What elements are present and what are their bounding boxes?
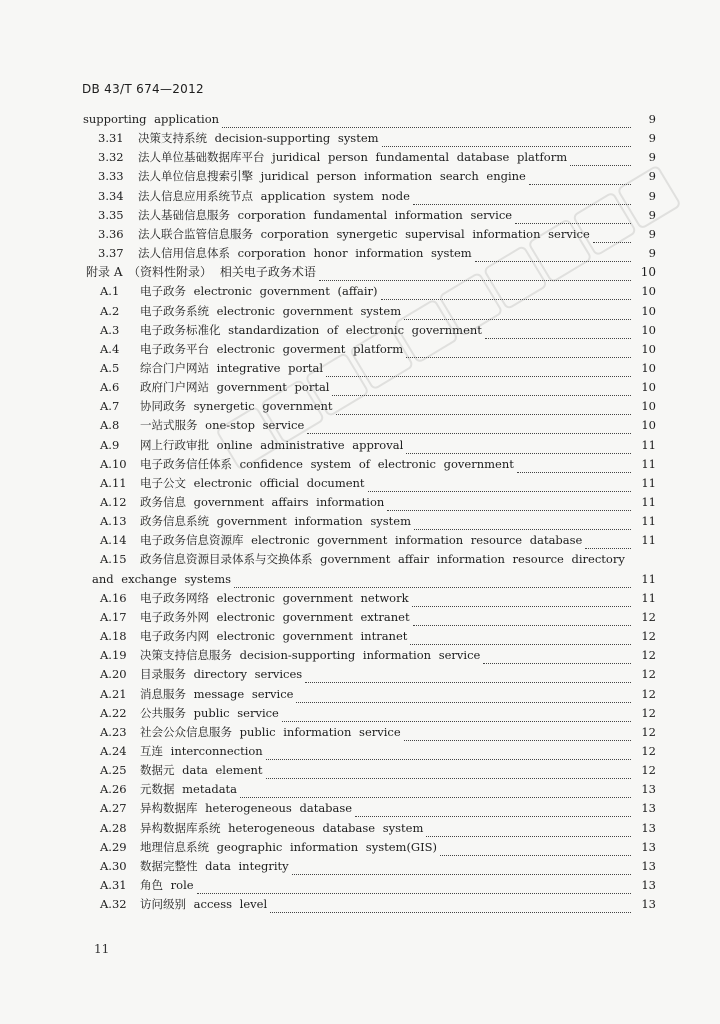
toc-entry-number: 3.34: [98, 188, 124, 203]
dot-leader: [197, 881, 631, 894]
toc-entry[interactable]: [0, 819, 656, 838]
toc-entry[interactable]: [0, 378, 656, 397]
toc-entry-page: 11: [641, 475, 656, 490]
toc-entry-title: 协同政务 synergetic government: [140, 399, 333, 414]
toc-entry-title: 电子政务标准化 standardization of electronic government: [140, 322, 482, 337]
toc-entry-number: 3.33: [98, 169, 124, 184]
dot-leader: [382, 134, 631, 147]
toc-entry-number: A.32: [100, 897, 127, 912]
toc-entry[interactable]: [0, 359, 656, 378]
toc-entry-number: A.8: [100, 418, 120, 433]
dot-leader: [381, 287, 631, 300]
toc-entry-number: A.21: [100, 686, 127, 701]
toc-entry-number: A.29: [100, 839, 127, 854]
dot-leader: [426, 824, 631, 837]
toc-entry[interactable]: [0, 876, 656, 895]
toc-entry[interactable]: [0, 627, 656, 646]
dot-leader: [414, 517, 631, 530]
dot-leader: [485, 326, 631, 339]
dot-leader: [292, 862, 631, 875]
toc-entry-number: A.23: [100, 724, 127, 739]
dot-leader: [336, 402, 631, 415]
toc-entry-title: 决策支持信息服务 decision-supporting information service: [140, 648, 481, 663]
toc-entry-page: 10: [641, 284, 656, 299]
toc-entry-page: 11: [641, 514, 656, 529]
toc-entry-page: 9: [648, 131, 656, 146]
toc-entry-title: 法人单位基础数据库平台 juridical person fundamental database platform: [138, 150, 568, 165]
toc-entry-number: A.11: [100, 475, 127, 490]
toc-entry-page: 10: [641, 380, 656, 395]
dot-leader: [387, 498, 631, 511]
dot-leader: [266, 766, 631, 779]
dot-leader: [593, 230, 631, 243]
toc-entry-title: （资料性附录） 相关电子政务术语: [128, 265, 316, 280]
toc-entry-page: 11: [641, 495, 656, 509]
toc-entry-page: 11: [641, 456, 656, 471]
dot-leader: [404, 307, 631, 320]
dot-leader: [296, 690, 631, 703]
toc-entry-number: A.6: [100, 380, 120, 395]
toc-entry-title: 电子政务网络 electronic government network: [140, 590, 409, 605]
toc-entry-title: 政务信息 government affairs information: [140, 495, 385, 509]
toc-entry-number: A.14: [100, 533, 127, 548]
toc-entry[interactable]: [0, 531, 656, 550]
toc-entry-number: A.13: [100, 514, 127, 529]
toc-entry[interactable]: [0, 857, 656, 876]
toc-entry-page: 10: [641, 399, 656, 414]
toc-entry-title: 政务信息资源目录体系与交换体系 government affair information resource directory: [140, 552, 625, 567]
toc-entry-page: 10: [641, 303, 656, 318]
toc-entry-title: 电子政务信任体系 confidence system of electronic government: [140, 456, 514, 471]
toc-entry-page: 9: [648, 188, 656, 203]
toc-entry-page: 9: [648, 150, 656, 165]
toc-entry[interactable]: [0, 838, 656, 857]
toc-entry-title: 一站式服务 one-stop service: [140, 418, 305, 433]
toc-entry[interactable]: [0, 665, 656, 684]
toc-entry-number: A.30: [100, 858, 127, 873]
toc-entry-title: 法人单位信息搜索引擎 juridical person information search engine: [138, 169, 526, 184]
dot-leader: [475, 249, 631, 262]
toc-entry-page: 10: [641, 341, 656, 356]
toc-entry-page: 9: [648, 169, 656, 184]
dot-leader: [404, 728, 631, 741]
dot-leader: [270, 900, 631, 913]
toc-entry-page: 13: [641, 801, 656, 816]
toc-entry-number: A.24: [100, 743, 127, 758]
toc-entry-number: A.22: [100, 705, 127, 720]
dot-leader: [266, 747, 631, 760]
page-number: 11: [94, 942, 110, 956]
toc-entry-title: 政务信息系统 government information system: [140, 514, 411, 529]
toc-entry-number: A.20: [100, 667, 127, 682]
toc-entry[interactable]: [0, 704, 656, 723]
toc-entry[interactable]: [0, 474, 656, 493]
toc-entry-number: A.10: [100, 456, 127, 471]
toc-entry-number: A.1: [100, 284, 120, 299]
toc-entry-page: 11: [641, 571, 656, 586]
toc-entry-title: 电子公文 electronic official document: [140, 475, 365, 490]
toc-entry-title: 数据完整性 data integrity: [140, 858, 289, 873]
toc-entry-title: 角色 role: [140, 878, 194, 892]
toc-entry[interactable]: [0, 646, 656, 665]
toc-entry-page: 13: [641, 839, 656, 854]
toc-entry[interactable]: [0, 321, 656, 340]
toc-entry[interactable]: [0, 263, 656, 282]
toc-entry[interactable]: [0, 742, 656, 761]
toc-entry[interactable]: [0, 148, 656, 167]
toc-entry-page: 10: [641, 322, 656, 337]
toc-entry[interactable]: [0, 129, 656, 148]
toc-entry[interactable]: [0, 550, 656, 569]
toc-entry-number: A.12: [100, 495, 127, 509]
toc-entry-title: 异构数据库系统 heterogeneous database system: [140, 820, 424, 835]
toc-entry[interactable]: [0, 685, 656, 704]
toc-entry-page: 12: [641, 648, 656, 663]
toc-entry-title: 电子政务外网 electronic government extranet: [140, 609, 410, 624]
toc-entry-number: A.27: [100, 801, 127, 816]
toc-entry-number: A.31: [100, 878, 127, 892]
toc-entry[interactable]: [0, 282, 656, 301]
toc-entry-page: 11: [641, 437, 656, 452]
toc-entry-title: 电子政务系统 electronic government system: [140, 303, 402, 318]
toc-entry-number: 3.36: [98, 226, 124, 241]
toc-entry-page: 13: [641, 782, 656, 797]
toc-entry-page: 12: [641, 743, 656, 758]
toc-entry-page: 9: [648, 112, 656, 126]
toc-entry[interactable]: [0, 167, 656, 186]
dot-leader: [282, 709, 631, 722]
toc-entry-page: 11: [641, 590, 656, 605]
toc-entry-number: A.7: [100, 399, 120, 414]
toc-entry-title: 决策支持系统 decision-supporting system: [138, 131, 379, 146]
toc-entry[interactable]: [0, 512, 656, 531]
toc-entry-page: 12: [641, 686, 656, 701]
toc-entry[interactable]: [0, 780, 656, 799]
toc-entry-title: 法人信用信息体系 corporation honor information system: [138, 246, 472, 261]
toc-entry-title: and exchange systems: [92, 571, 232, 586]
toc-entry-title: 元数据 metadata: [140, 782, 238, 797]
document-code-header: DB 43/T 674—2012: [82, 82, 204, 96]
toc-entry[interactable]: [0, 455, 656, 474]
dot-leader: [222, 115, 631, 128]
toc-entry-page: 12: [641, 629, 656, 644]
toc-entry-number: A.25: [100, 763, 127, 778]
toc-entry-title: 社会公众信息服务 public information service: [140, 724, 401, 739]
dot-leader: [515, 211, 631, 224]
toc-entry-page: 11: [641, 533, 656, 548]
toc-entry-number: A.5: [100, 360, 120, 375]
toc-entry-page: 9: [648, 246, 656, 261]
toc-entry-page: 12: [641, 667, 656, 682]
toc-entry-title: 异构数据库 heterogeneous database: [140, 801, 353, 816]
dot-leader: [517, 460, 631, 473]
toc-entry-title: 法人信息应用系统节点 application system node: [138, 188, 410, 203]
toc-entry-title: 目录服务 directory services: [140, 667, 303, 682]
dot-leader: [406, 345, 631, 358]
dot-leader: [483, 651, 631, 664]
toc-entry-number: A.19: [100, 648, 127, 663]
toc-entry-title: 法人基础信息服务 corporation fundamental information service: [138, 207, 513, 222]
toc-entry[interactable]: [0, 187, 656, 206]
toc-entry-number: 3.32: [98, 150, 124, 165]
dot-leader: [585, 536, 631, 549]
toc-entry-page: 13: [641, 820, 656, 835]
dot-leader: [440, 843, 631, 856]
toc-entry[interactable]: [0, 244, 656, 263]
dot-leader: [412, 594, 631, 607]
toc-entry[interactable]: [0, 761, 656, 780]
toc-entry-page: 10: [641, 418, 656, 433]
dot-leader: [570, 153, 631, 166]
toc-entry-title: 电子政务平台 electronic goverment platform: [140, 341, 404, 356]
toc-entry[interactable]: [0, 225, 656, 244]
dot-leader: [413, 613, 631, 626]
toc-entry-number: A.16: [100, 590, 127, 605]
toc-entry-number: A.26: [100, 782, 127, 797]
toc-entry[interactable]: [0, 302, 656, 321]
toc-entry-number: A.9: [100, 437, 120, 452]
toc-entry[interactable]: [0, 723, 656, 742]
dot-leader: [368, 479, 631, 492]
toc-entry-title: 法人联合监管信息服务 corporation synergetic supervisal information service: [138, 226, 590, 241]
toc-entry-number: 3.31: [98, 131, 124, 146]
toc-entry-title: 政府门户网站 government portal: [140, 380, 330, 395]
toc-entry-title: 访问级别 access level: [140, 897, 268, 912]
toc-entry-page: 10: [641, 360, 656, 375]
toc-entry-page: 12: [641, 705, 656, 720]
toc-entry[interactable]: [0, 608, 656, 627]
dot-leader: [332, 383, 631, 396]
toc-entry-title: 公共服务 public service: [140, 705, 279, 720]
toc-entry[interactable]: [0, 436, 656, 455]
toc-entry-number: A.28: [100, 820, 127, 835]
toc-entry-title: 电子政务内网 electronic government intranet: [140, 629, 408, 644]
toc-entry-number: A.15: [100, 552, 127, 567]
toc-entry-page: 9: [648, 226, 656, 241]
toc-entry-page: 12: [641, 724, 656, 739]
dot-leader: [305, 670, 631, 683]
toc-entry-number: A.3: [100, 322, 120, 337]
toc-entry-title: 网上行政审批 online administrative approval: [140, 437, 404, 452]
toc-entry-page: 13: [641, 878, 656, 892]
toc-entry[interactable]: [0, 340, 656, 359]
toc-entry-number: A.18: [100, 629, 127, 644]
toc-entry-number: 3.35: [98, 207, 124, 222]
toc-entry[interactable]: [0, 895, 656, 914]
dot-leader: [410, 632, 631, 645]
toc-entry-title: 消息服务 message service: [140, 686, 294, 701]
dot-leader: [326, 364, 631, 377]
toc-entry-title: 电子政务 electronic government (affair): [140, 284, 378, 299]
toc-entry-title: 地理信息系统 geographic information system(GIS): [140, 839, 438, 854]
toc-entry-number: 附录 A: [86, 265, 123, 280]
toc-entry-title: 电子政务信息资源库 electronic government information resource database: [140, 533, 583, 548]
dot-leader: [529, 172, 631, 185]
toc-entry-title: 互连 interconnection: [140, 743, 263, 758]
toc-entry-number: A.2: [100, 303, 120, 318]
dot-leader: [413, 192, 631, 205]
toc-entry-page: 13: [641, 858, 656, 873]
toc-entry[interactable]: [0, 397, 656, 416]
toc-entry-number: A.17: [100, 609, 127, 624]
toc-entry[interactable]: [0, 589, 656, 608]
dot-leader: [307, 421, 631, 434]
toc-entry-page: 10: [640, 265, 656, 280]
dot-leader: [240, 785, 631, 798]
toc-entry-title: supporting application: [83, 112, 220, 126]
toc-entry[interactable]: [0, 206, 656, 225]
dot-leader: [406, 441, 631, 454]
toc-entry-page: 9: [648, 207, 656, 222]
toc-entry-title: 综合门户网站 integrative portal: [140, 360, 324, 375]
toc-entry[interactable]: [0, 570, 656, 589]
toc-entry[interactable]: [0, 493, 656, 512]
toc-entry-page: 12: [641, 609, 656, 624]
toc-entry-title: 数据元 data element: [140, 763, 263, 778]
dot-leader: [319, 268, 631, 281]
toc-entry-number: A.4: [100, 341, 120, 356]
toc-entry[interactable]: [0, 416, 656, 435]
toc-entry-number: 3.37: [98, 246, 124, 261]
dot-leader: [234, 575, 631, 588]
toc-entry[interactable]: [0, 799, 656, 818]
toc-entry-page: 12: [641, 763, 656, 778]
toc-entry[interactable]: [0, 110, 656, 129]
dot-leader: [355, 804, 631, 817]
toc-entry-page: 13: [641, 897, 656, 912]
